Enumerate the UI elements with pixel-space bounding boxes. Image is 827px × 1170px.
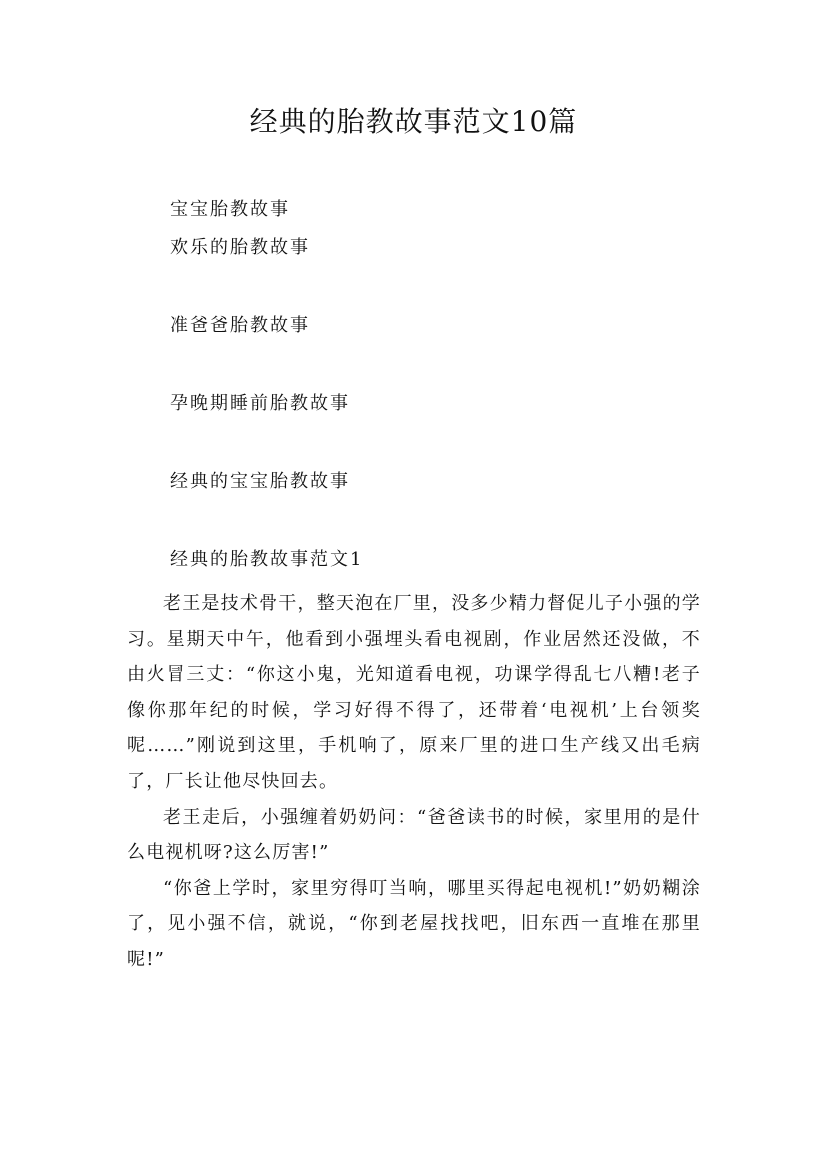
story-body <box>127 586 701 978</box>
toc-item: 欢乐的胎教故事 <box>170 237 310 258</box>
section-heading: 经典的胎教故事范文1 <box>170 549 364 570</box>
toc-item: 孕晚期睡前胎教故事 <box>170 393 350 414</box>
toc-item: 准爸爸胎教故事 <box>170 315 310 336</box>
document-title: 经典的胎教故事范文10篇 <box>249 105 578 138</box>
toc-item: 宝宝胎教故事 <box>170 199 290 220</box>
paragraph: 老王是技术骨干，整天泡在厂里，没多少精力督促儿子小强的学习。星期天中午，他看到小强埋头看电视剧，作业居然还没做，不由火冒三丈：“你这小鬼，光知道看电视，功课学得乱七八糟!老子像你那年纪的时候，学习好得不得了，还带着‘电视机’上台领奖呢……”刚说到这里，手机响了，原来厂里的进口生产线又出毛病了，厂长让他尽快回去。 <box>127 593 701 792</box>
paragraph: 老王走后，小强缠着奶奶问：“爸爸读书的时候，家里用的是什么电视机呀?这么厉害!” <box>127 806 701 864</box>
paragraph: “你爸上学时，家里穷得叮当响，哪里买得起电视机!”奶奶糊涂了，见小强不信，就说，“你到老屋找找吧，旧东西一直堆在那里呢!” <box>127 877 701 970</box>
toc-item: 经典的宝宝胎教故事 <box>170 471 350 492</box>
